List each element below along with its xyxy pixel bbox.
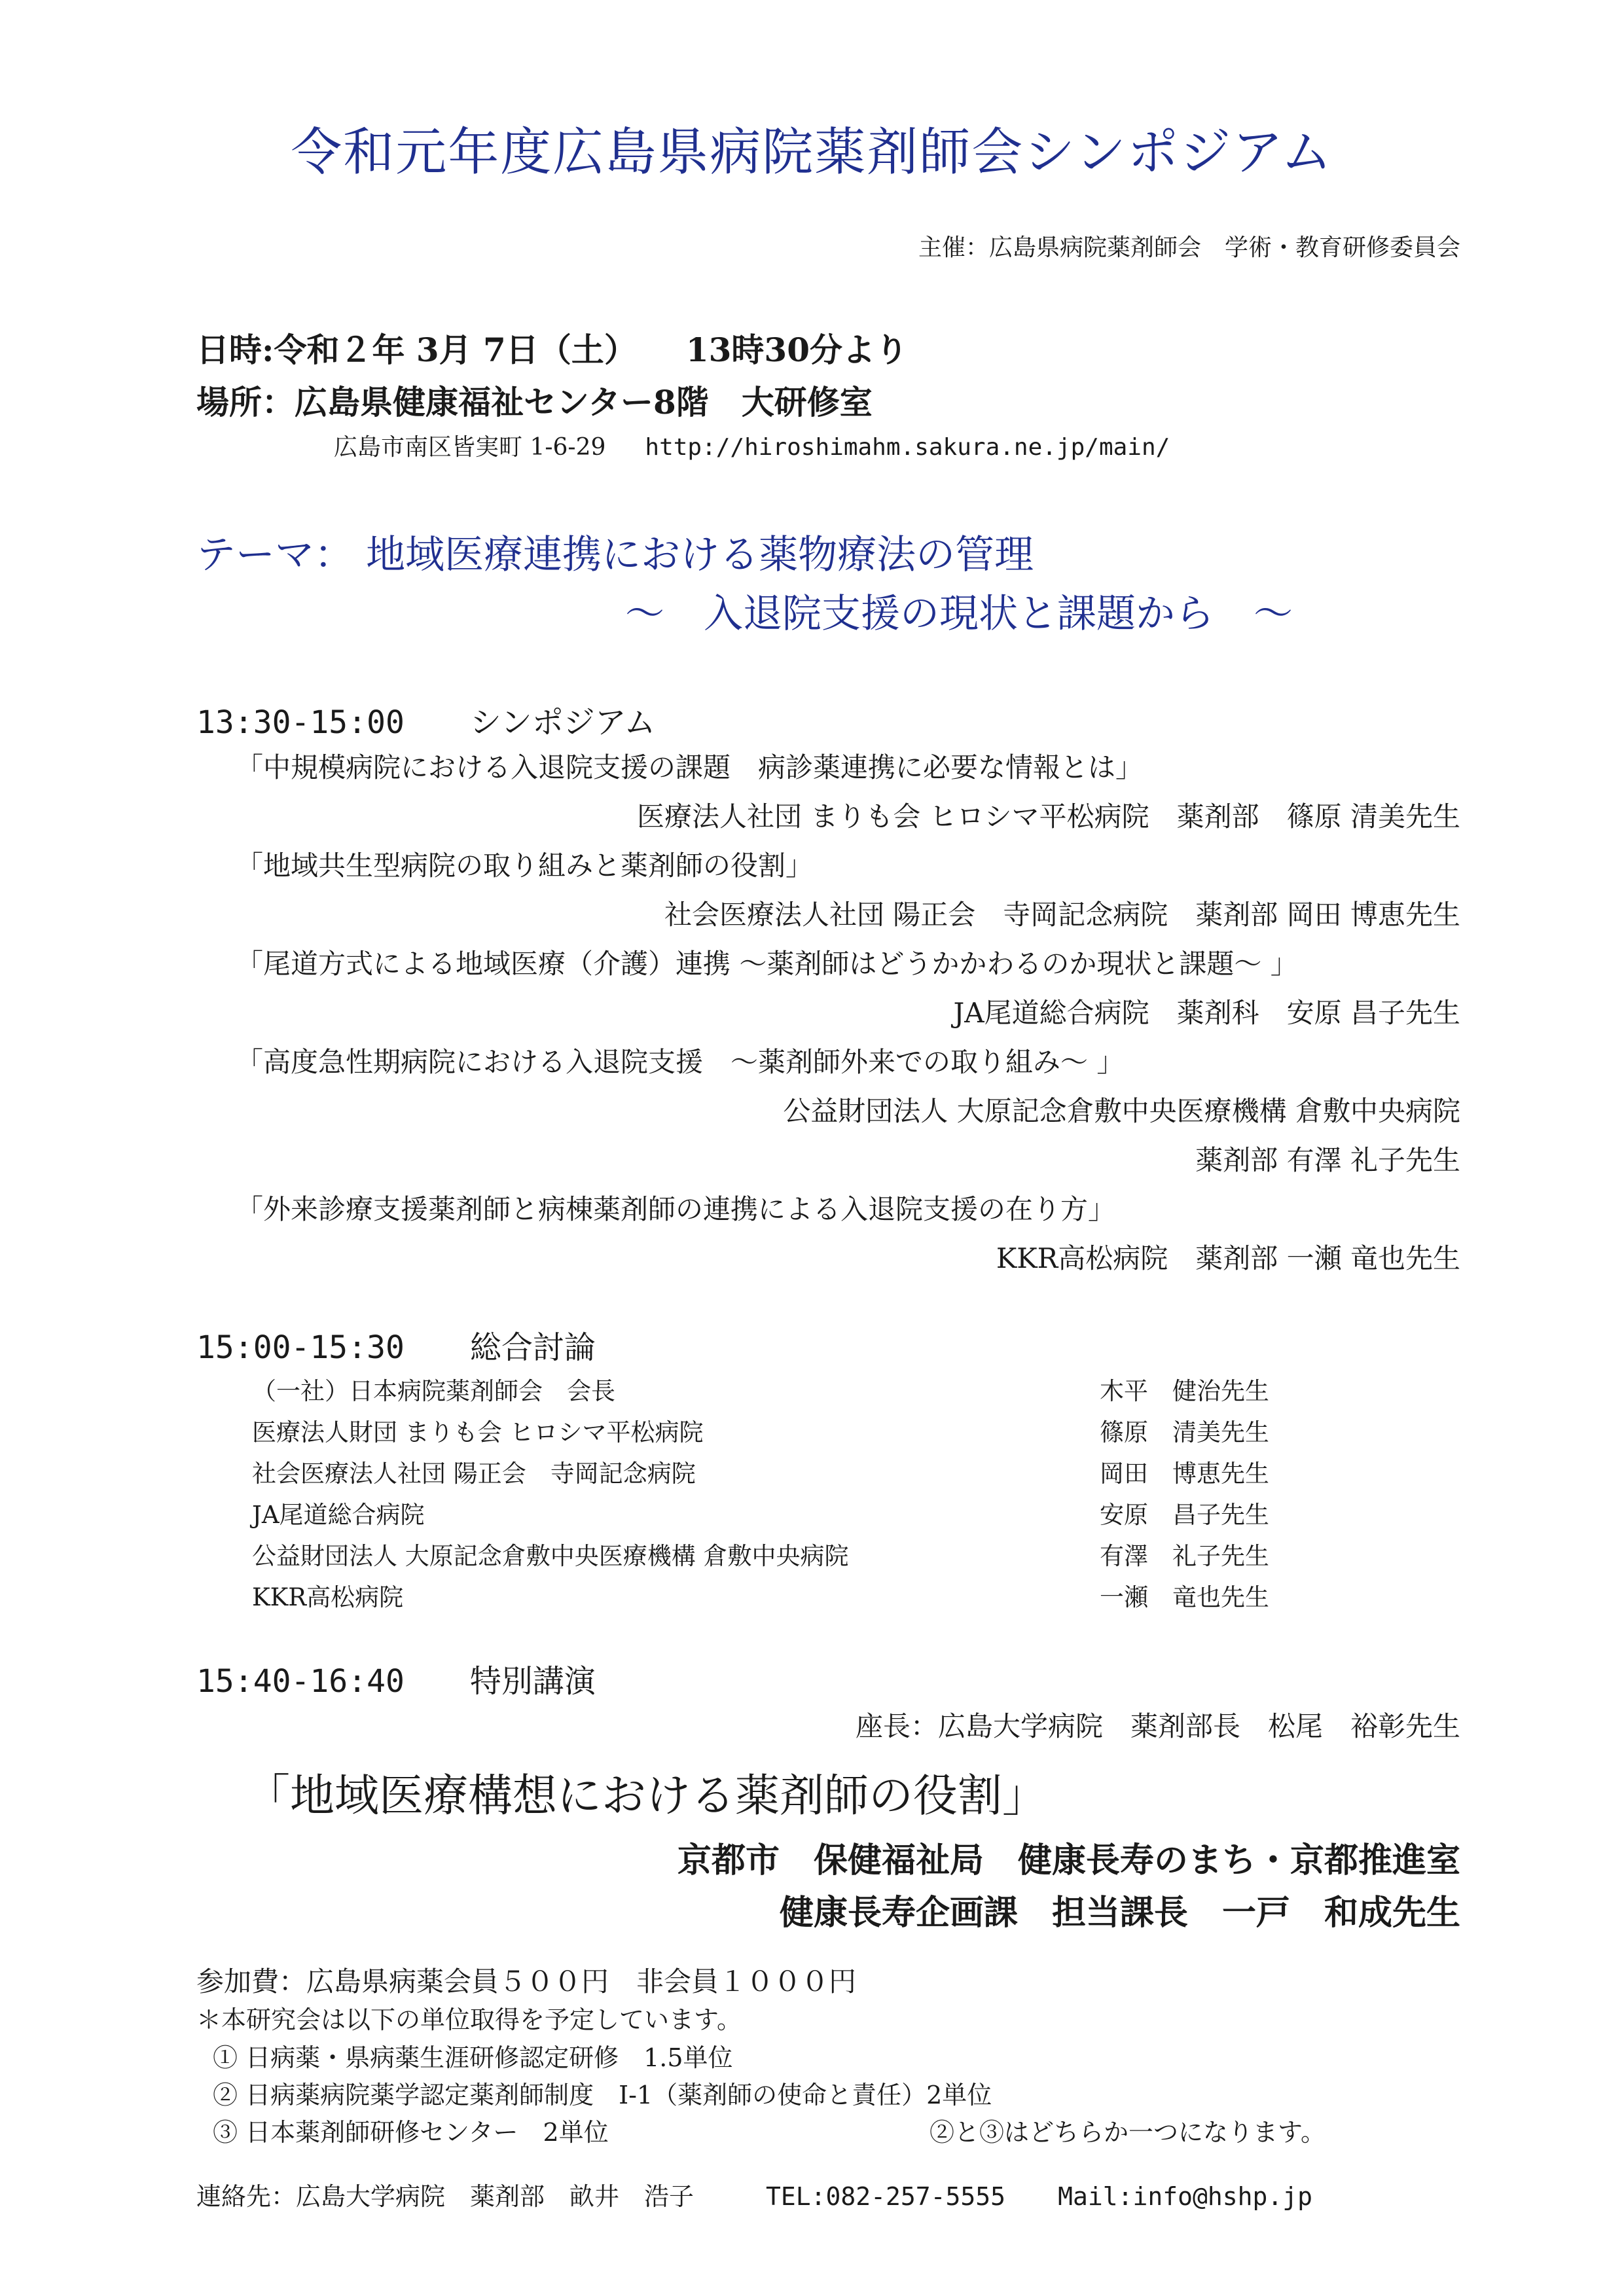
address-line (334, 429, 1170, 462)
talk-speaker: 社会医療法人社団 陽正会 寺岡記念病院 薬剤部 岡田 博恵先生 (664, 899, 1460, 931)
discussion-name: 木平 健治先生 (1100, 1377, 1269, 1405)
credits-remark: ②と③はどちらか一つになります。 (929, 2118, 1326, 2147)
discussion-name: 安原 昌子先生 (1100, 1501, 1269, 1529)
lecture-title: 「地域医療構想における薬剤師の役割」 (245, 1770, 1047, 1822)
symposium-time: 13:30-15:00 (196, 704, 405, 741)
credits-note: ＊本研究会は以下の単位取得を予定しています。 (196, 2005, 742, 2034)
discussion-label: 総合討論 (469, 1329, 596, 1366)
discussion-org: 公益財団法人 大原記念倉敷中央医療機構 倉敷中央病院 (252, 1542, 849, 1570)
talk-speaker: JA尾道総合病院 薬剤科 安原 昌子先生 (953, 997, 1460, 1029)
sponsor-line: 主催：広島県病院薬剤師会 学術・教育研修委員会 (918, 234, 1460, 261)
lecture-speaker-affiliation: 京都市 保健福祉局 健康長寿のまち・京都推進室 (677, 1840, 1460, 1880)
talk-speaker: KKR高松病院 薬剤部 一瀬 竜也先生 (996, 1242, 1460, 1274)
credit-item: ③ 日本薬剤師研修センター 2単位 (213, 2118, 609, 2147)
page-title: 令和元年度広島県病院薬剤師会シンポジアム (291, 123, 1333, 182)
talk-title: 「外来診療支援薬剤師と病棟薬剤師の連携による入退院支援の在り方」 (236, 1193, 1116, 1225)
discussion-time: 15:00-15:30 (196, 1329, 405, 1366)
theme-line-1: テーマ： 地域医療連携における薬物療法の管理 (196, 532, 1034, 578)
talk-title: 「尾道方式による地域医療（介護）連携 ～薬剤師はどうかかわるのか現状と課題～ 」 (236, 948, 1298, 980)
contact-line (196, 2176, 1312, 2212)
fee-line: 参加費：広島県病薬会員５００円 非会員１０００円 (196, 1965, 857, 1998)
discussion-name: 篠原 清美先生 (1100, 1418, 1269, 1446)
talk-title: 「地域共生型病院の取り組みと薬剤師の役割」 (236, 850, 814, 882)
discussion-org: KKR高松病院 (252, 1583, 404, 1611)
theme-line-2: ～ 入退院支援の現状と課題から ～ (625, 591, 1293, 637)
discussion-name: 一瀬 竜也先生 (1100, 1583, 1269, 1611)
contact-tel[interactable]: TEL:082-257-5555 (766, 2182, 1006, 2211)
discussion-org: JA尾道総合病院 (252, 1501, 425, 1529)
address-text: 広島市南区皆実町 1-6-29 (334, 434, 606, 461)
lecture-heading (196, 1656, 596, 1701)
venue-url[interactable]: http://hiroshimahm.sakura.ne.jp/main/ (645, 434, 1170, 461)
discussion-org: 医療法人財団 まりも会 ヒロシマ平松病院 (252, 1418, 704, 1446)
discussion-org: 社会医療法人社団 陽正会 寺岡記念病院 (252, 1460, 696, 1488)
talk-title: 「中規模病院における入退院支援の課題 病診薬連携に必要な情報とは」 (236, 751, 1144, 783)
discussion-name: 岡田 博恵先生 (1100, 1460, 1269, 1488)
place-line: 場所：広島県健康福祉センター8階 大研修室 (196, 383, 873, 422)
lecture-speaker-name: 健康長寿企画課 担当課長 一戸 和成先生 (779, 1893, 1460, 1933)
contact-mail[interactable]: Mail:info@hshp.jp (1058, 2182, 1312, 2211)
talk-title: 「高度急性期病院における入退院支援 ～薬剤師外来での取り組み～ 」 (236, 1046, 1125, 1078)
symposium-label: シンポジアム (469, 704, 656, 741)
datetime-line: 日時:令和２年 3月 7日（土） 13時30分より (196, 331, 909, 369)
talk-speaker: 公益財団法人 大原記念倉敷中央医療機構 倉敷中央病院 (783, 1095, 1460, 1127)
credit-item: ① 日病薬・県病薬生涯研修認定研修 1.5単位 (213, 2043, 733, 2072)
contact-label: 連絡先：広島大学病院 薬剤部 畝井 浩子 (196, 2182, 695, 2211)
symposium-heading (196, 697, 655, 742)
credit-item: ② 日病薬病院薬学認定薬剤師制度 Ⅰ-1（薬剤師の使命と責任）2単位 (213, 2081, 992, 2109)
discussion-org: （一社）日本病院薬剤師会 会長 (252, 1377, 615, 1405)
talk-speaker: 医療法人社団 まりも会 ヒロシマ平松病院 薬剤部 篠原 清美先生 (636, 800, 1460, 833)
lecture-chair: 座長：広島大学病院 薬剤部長 松尾 裕彰先生 (855, 1710, 1460, 1742)
discussion-heading (196, 1322, 596, 1367)
lecture-label: 特別講演 (469, 1663, 596, 1700)
lecture-time: 15:40-16:40 (196, 1663, 405, 1700)
discussion-name: 有澤 礼子先生 (1100, 1542, 1269, 1570)
talk-speaker: 薬剤部 有澤 礼子先生 (1195, 1144, 1460, 1176)
